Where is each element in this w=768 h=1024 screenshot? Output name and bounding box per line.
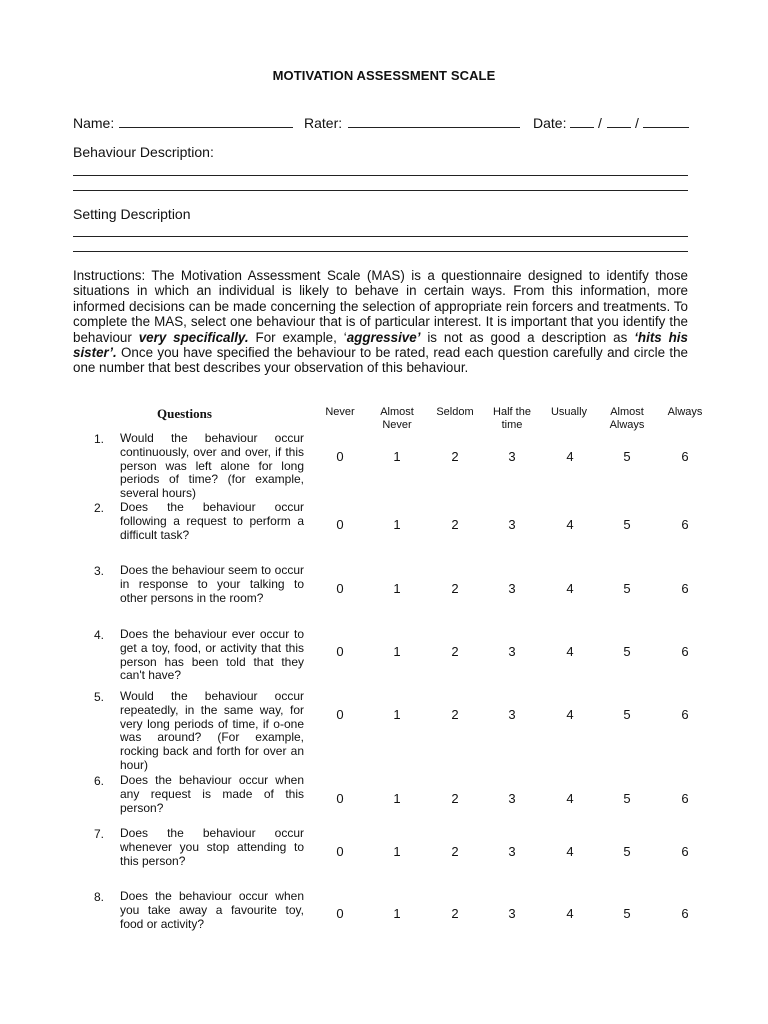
rating-option-1[interactable]: 1 [393, 707, 401, 722]
rating-option-3[interactable]: 3 [508, 517, 516, 532]
behaviour-description-line[interactable] [73, 175, 688, 176]
question-text: Does the behaviour seem to occur in response to your talking to other persons in the room? [120, 563, 304, 605]
question-text: Does the behaviour ever occur to get a toy, food, or activity that this person has been told that they can't have? [120, 627, 304, 683]
date-separator: / [635, 115, 639, 131]
rating-option-1[interactable]: 1 [393, 906, 401, 921]
column-header-almost-always: Almost Always [609, 406, 645, 431]
rating-option-0[interactable]: 0 [336, 844, 344, 859]
date-label: Date: [533, 115, 567, 131]
rating-option-5[interactable]: 5 [623, 844, 631, 859]
rating-option-6[interactable]: 6 [681, 449, 689, 464]
question-text: Would the behaviour occur repeatedly, in the same way, for very long periods of time, if o-one was around? (For example, rocking back and forth for over an hour) [120, 689, 304, 772]
rating-option-5[interactable]: 5 [623, 906, 631, 921]
behaviour-description-label: Behaviour Description: [73, 144, 214, 160]
question-number: 3. [94, 564, 105, 578]
question-text: Does the behaviour occur following a request to perform a difficult task? [120, 500, 304, 542]
questions-header: Questions [157, 406, 212, 421]
question-number: 6. [94, 774, 105, 788]
behaviour-description-line[interactable] [73, 190, 688, 191]
setting-description-line[interactable] [73, 236, 688, 237]
rating-option-2[interactable]: 2 [451, 844, 459, 859]
emphasis-very-specifically: very specifically. [138, 329, 249, 345]
date-month-field[interactable] [607, 127, 631, 128]
rating-option-1[interactable]: 1 [393, 644, 401, 659]
question-text: Would the behaviour occur continuously, over and over, if this person was left alone for long periods of time? (for example, several hours) [120, 431, 304, 501]
rating-option-1[interactable]: 1 [393, 581, 401, 596]
rating-option-2[interactable]: 2 [451, 707, 459, 722]
date-day-field[interactable] [570, 127, 594, 128]
rating-option-4[interactable]: 4 [566, 844, 574, 859]
rating-option-2[interactable]: 2 [451, 791, 459, 806]
rating-option-1[interactable]: 1 [393, 517, 401, 532]
column-header-half-the-time: Half the time [493, 406, 531, 431]
rating-option-0[interactable]: 0 [336, 581, 344, 596]
rating-option-3[interactable]: 3 [508, 906, 516, 921]
question-text: Does the behaviour occur when any request is made of this person? [120, 773, 304, 815]
rating-option-0[interactable]: 0 [336, 791, 344, 806]
rating-option-5[interactable]: 5 [623, 449, 631, 464]
rating-option-6[interactable]: 6 [681, 844, 689, 859]
rater-field[interactable] [348, 127, 520, 128]
question-number: 1. [94, 432, 105, 446]
rating-option-0[interactable]: 0 [336, 517, 344, 532]
column-header-always: Always [667, 406, 703, 418]
rating-option-3[interactable]: 3 [508, 791, 516, 806]
instructions-paragraph: Instructions: The Motivation Assessment Scale (MAS) is a questionnaire designed to identify those situations in which an individual is likely to behave in certain ways. From this information, more informed decisions can be made concerning the selection of appropriate rein forcers and treatments. To complete the MAS, select one behaviour that is of particular interest. It is important that you identify the behaviour very specifically. For example, ‘aggressive’ is not as good a description as ‘hits his sister’. Once you have specified the behaviour to be rated, read each question carefully and circle the one number that best describes your observation of this behaviour. [73, 268, 688, 376]
name-field[interactable] [119, 127, 293, 128]
rating-option-2[interactable]: 2 [451, 449, 459, 464]
rating-option-4[interactable]: 4 [566, 517, 574, 532]
column-header-never: Never [325, 406, 355, 418]
rating-option-4[interactable]: 4 [566, 449, 574, 464]
rating-option-4[interactable]: 4 [566, 791, 574, 806]
rating-option-3[interactable]: 3 [508, 449, 516, 464]
rating-option-4[interactable]: 4 [566, 707, 574, 722]
question-number: 7. [94, 827, 105, 841]
rating-option-0[interactable]: 0 [336, 644, 344, 659]
column-header-usually: Usually [550, 406, 588, 418]
name-label: Name: [73, 115, 115, 131]
rating-option-2[interactable]: 2 [451, 517, 459, 532]
rating-option-4[interactable]: 4 [566, 581, 574, 596]
rating-option-5[interactable]: 5 [623, 517, 631, 532]
rating-option-6[interactable]: 6 [681, 581, 689, 596]
date-separator: / [598, 115, 602, 131]
rating-option-1[interactable]: 1 [393, 791, 401, 806]
rating-option-2[interactable]: 2 [451, 906, 459, 921]
rating-option-5[interactable]: 5 [623, 581, 631, 596]
rating-option-1[interactable]: 1 [393, 449, 401, 464]
page-title: MOTIVATION ASSESSMENT SCALE [272, 68, 496, 83]
rating-option-5[interactable]: 5 [623, 644, 631, 659]
rating-option-6[interactable]: 6 [681, 517, 689, 532]
rater-label: Rater: [304, 115, 343, 131]
rating-option-5[interactable]: 5 [623, 707, 631, 722]
rating-option-3[interactable]: 3 [508, 581, 516, 596]
rating-option-4[interactable]: 4 [566, 644, 574, 659]
date-year-field[interactable] [643, 127, 689, 128]
rating-option-3[interactable]: 3 [508, 644, 516, 659]
question-number: 5. [94, 690, 105, 704]
rating-option-6[interactable]: 6 [681, 906, 689, 921]
question-text: Does the behaviour occur when you take away a favourite toy, food or activity? [120, 889, 304, 931]
rating-option-5[interactable]: 5 [623, 791, 631, 806]
rating-option-0[interactable]: 0 [336, 707, 344, 722]
column-header-seldom: Seldom [436, 406, 474, 418]
column-header-almost-never: Almost Never [380, 406, 414, 431]
emphasis-hits-his-sister: ‘hits his sister’. [73, 329, 688, 361]
rating-option-6[interactable]: 6 [681, 707, 689, 722]
question-text: Does the behaviour occur whenever you stop attending to this person? [120, 826, 304, 868]
rating-option-4[interactable]: 4 [566, 906, 574, 921]
rating-option-0[interactable]: 0 [336, 906, 344, 921]
rating-option-2[interactable]: 2 [451, 581, 459, 596]
emphasis-aggressive: aggressive’ [346, 329, 421, 345]
question-number: 8. [94, 890, 105, 904]
rating-option-3[interactable]: 3 [508, 844, 516, 859]
question-number: 4. [94, 628, 105, 642]
setting-description-label: Setting Description [73, 206, 191, 222]
rating-option-1[interactable]: 1 [393, 844, 401, 859]
rating-option-0[interactable]: 0 [336, 449, 344, 464]
rating-option-6[interactable]: 6 [681, 791, 689, 806]
question-number: 2. [94, 501, 105, 515]
rating-option-6[interactable]: 6 [681, 644, 689, 659]
rating-option-2[interactable]: 2 [451, 644, 459, 659]
rating-option-3[interactable]: 3 [508, 707, 516, 722]
setting-description-line[interactable] [73, 251, 688, 252]
